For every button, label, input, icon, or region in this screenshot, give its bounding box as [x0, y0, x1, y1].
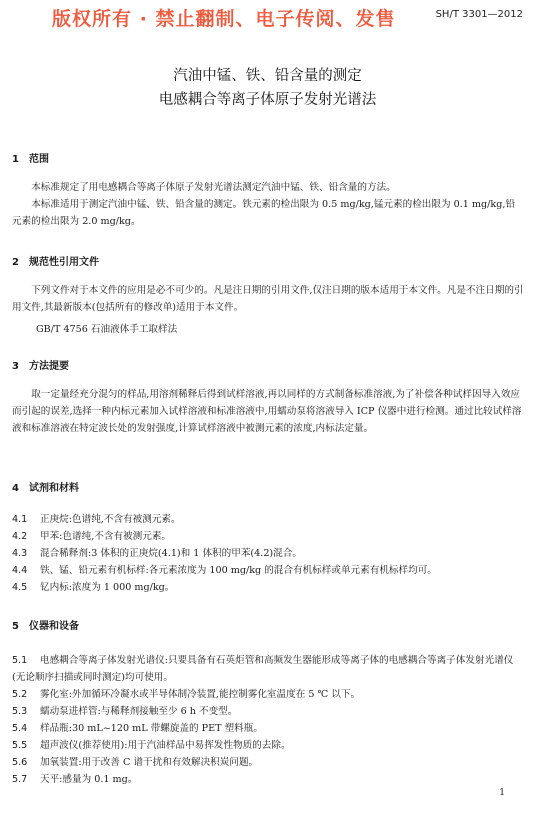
list-item	[12, 720, 524, 737]
document-title-line2: 电感耦合等离子体原子发射光谱法	[158, 92, 377, 108]
section-2-heading	[12, 253, 99, 268]
item-number: 4.2	[12, 531, 28, 542]
list-item	[12, 652, 524, 686]
document-title-line1: 汽油中锰、铁、铅含量的测定	[173, 68, 362, 84]
list-item	[12, 754, 524, 771]
item-number: 5.7	[12, 774, 28, 785]
item-text: 甲苯:色谱纯,不含有被测元素。	[40, 531, 172, 542]
item-number: 5.2	[12, 689, 28, 700]
section-title: 范围	[29, 154, 49, 165]
item-number: 5.6	[12, 757, 28, 768]
item-text: 超声波仪(推荐使用):用于汽油样品中易挥发性物质的去除。	[40, 740, 291, 751]
standard-code: SH/T 3301—2012	[435, 9, 523, 20]
section-number: 1	[12, 154, 19, 165]
list-item	[12, 737, 524, 754]
section-number: 4	[12, 483, 19, 494]
section-1-heading	[12, 150, 49, 165]
item-number: 5.1	[12, 655, 28, 666]
item-number: 4.1	[12, 514, 28, 525]
item-text: 雾化室:外加循环冷凝水或半导体制冷装置,能控制雾化室温度在 5 ℃ 以下。	[40, 689, 361, 700]
list-item	[12, 771, 524, 788]
paragraph: 本标准适用于测定汽油中锰、铁、铅含量的测定。铁元素的检出限为 0.5 mg/kg,锰元素的检出限为 0.1 mg/kg,铅元素的检出限为 2.0 mg/kg。	[12, 199, 516, 227]
section-3-heading	[12, 357, 69, 372]
section-4-heading	[12, 479, 79, 494]
list-item	[12, 703, 524, 720]
list-item	[12, 528, 524, 545]
item-text: 铁、锰、铅元素有机标样:各元素浓度为 100 mg/kg 的混合有机标样或单元素有机标样均可。	[40, 565, 437, 576]
item-text: 蠕动泵进样管:与稀释剂接触至少 6 h 不变型。	[40, 706, 238, 717]
section-1-body	[12, 179, 524, 230]
item-text: 天平:感量为 0.1 mg。	[40, 774, 138, 785]
section-title: 仪器和设备	[29, 621, 79, 632]
list-item	[12, 545, 524, 562]
item-number: 4.5	[12, 582, 28, 593]
section-title: 试剂和材料	[29, 483, 79, 494]
section-number: 3	[12, 361, 19, 372]
list-item	[12, 562, 524, 579]
item-text: 电感耦合等离子体发射光谱仪:只要具备有石英炬管和高频发生器能形成等离子体的电感耦合等离子体发射光谱仪(无论顺序扫描或同时测定)均可使用。	[12, 655, 514, 683]
list-item	[12, 686, 524, 703]
item-text: 混合稀释剂:3 体积的正庚烷(4.1)和 1 体积的甲苯(4.2)混合。	[40, 548, 302, 559]
list-item	[12, 579, 524, 596]
section-title: 规范性引用文件	[29, 257, 99, 268]
watermark-banner: 版权所有 · 禁止翻制、电子传阅、发售	[52, 8, 396, 30]
item-text: 钇内标:浓度为 1 000 mg/kg。	[40, 582, 175, 593]
paragraph: 本标准规定了用电感耦合等离子体原子发射光谱法测定汽油中锰、铁、铅含量的方法。	[31, 182, 396, 193]
section-2-body	[12, 282, 524, 316]
normative-reference: GB/T 4756 石油液体手工取样法	[36, 324, 178, 335]
paragraph: 取一定量经充分混匀的样品,用溶剂稀释后得到试样溶液,再以同样的方式制备标准溶液,为了补偿各种试样因导入效应而引起的误差,选择一种内标元素加入试样溶液和标准溶液中,用蠕动泵将溶液导入 ICP 仪器中进行检测。通过比较试样溶液和标准溶液在特定波长处的发射强度,计算试样溶液中被测元素的浓度,内标法定量。	[12, 389, 522, 434]
item-number: 5.5	[12, 740, 28, 751]
list-item	[12, 511, 524, 528]
item-number: 5.3	[12, 706, 28, 717]
paragraph: 下列文件对于本文件的应用是必不可少的。凡是注日期的引用文件,仅注日期的版本适用于本文件。凡是不注日期的引用文件,其最新版本(包括所有的修改单)适用于本文件。	[12, 285, 524, 313]
section-title: 方法提要	[29, 361, 69, 372]
item-text: 样品瓶:30 mL~120 mL 带螺旋盖的 PET 塑料瓶。	[40, 723, 263, 734]
section-5-heading	[12, 617, 79, 632]
item-text: 加氧装置:用于改善 C 谱干扰和有效解决积炭问题。	[40, 757, 259, 768]
section-number: 2	[12, 257, 19, 268]
page-number: 1	[499, 788, 505, 798]
item-text: 正庚烷:色谱纯,不含有被测元素。	[40, 514, 181, 525]
section-3-body	[12, 386, 524, 437]
item-number: 5.4	[12, 723, 28, 734]
item-number: 4.3	[12, 548, 28, 559]
section-number: 5	[12, 621, 19, 632]
item-number: 4.4	[12, 565, 28, 576]
